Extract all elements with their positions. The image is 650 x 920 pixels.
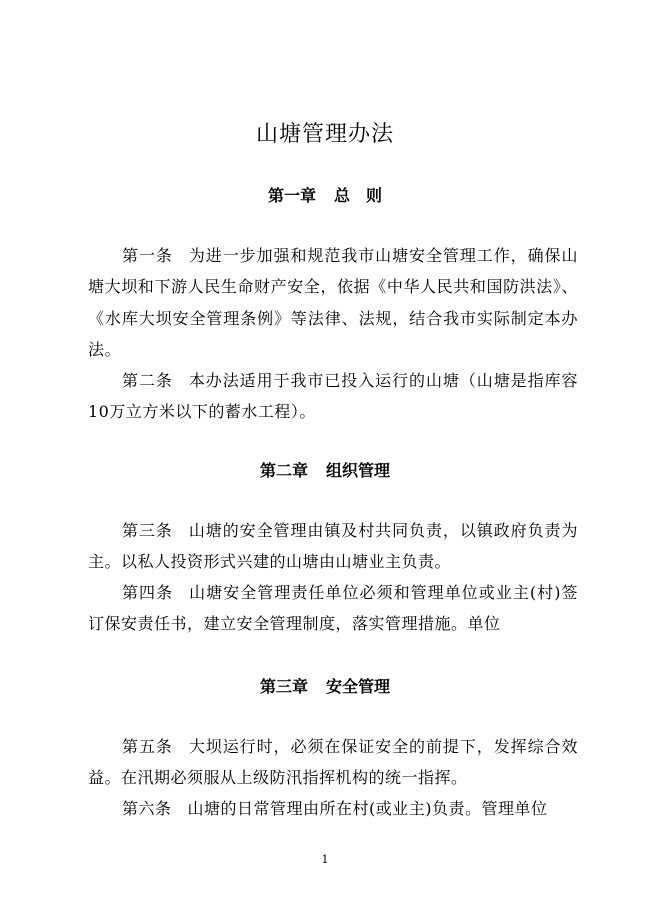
chapter-name: 组织管理 [326, 461, 391, 480]
article-text: 山塘的日常管理由所在村(或业主)负责。管理单位 [187, 799, 548, 818]
chapter-number: 第二章 [259, 461, 308, 480]
article-text: 本办法适用于我市已投入运行的山塘（山塘是指库容10万立方米以下的蓄水工程）。 [88, 371, 578, 422]
article-label: 第五条 [122, 737, 173, 756]
chapter-3-heading [0, 674, 650, 697]
article-label: 第二条 [122, 371, 173, 390]
article-label: 第三条 [122, 521, 173, 540]
chapter-2-heading [0, 458, 650, 481]
article-2 [88, 365, 578, 428]
article-text: 大坝运行时，必须在保证安全的前提下，发挥综合效益。在汛期必须服从上级防汛指挥机构的统一指挥。 [88, 737, 578, 788]
chapter-number: 第一章 [267, 186, 316, 205]
article-label: 第一条 [122, 246, 173, 265]
chapter-number: 第三章 [259, 677, 308, 696]
article-6 [88, 793, 578, 824]
chapter-name: 总 则 [334, 186, 383, 205]
article-1 [88, 240, 578, 365]
chapter-1-heading [0, 183, 650, 206]
article-text: 为进一步加强和规范我市山塘安全管理工作，确保山塘大坝和下游人民生命财产安全，依据《中华人民共和国防洪法》、《水库大坝安全管理条例》等法律、法规，结合我市实际制定本办法。 [88, 246, 578, 359]
article-label: 第六条 [122, 799, 172, 818]
article-text: 山塘的安全管理由镇及村共同负责，以镇政府负责为主。以私人投资形式兴建的山塘由山塘业主负责。 [88, 521, 578, 572]
article-4 [88, 577, 578, 640]
chapter-name: 安全管理 [326, 677, 391, 696]
page-number: 1 [321, 853, 329, 866]
article-label: 第四条 [122, 583, 174, 602]
article-5 [88, 731, 578, 794]
article-3 [88, 515, 578, 578]
article-text: 山塘安全管理责任单位必须和管理单位或业主(村)签订保安责任书，建立安全管理制度，落实管理措施。单位 [88, 583, 578, 634]
document-title: 山塘管理办法 [255, 122, 394, 147]
